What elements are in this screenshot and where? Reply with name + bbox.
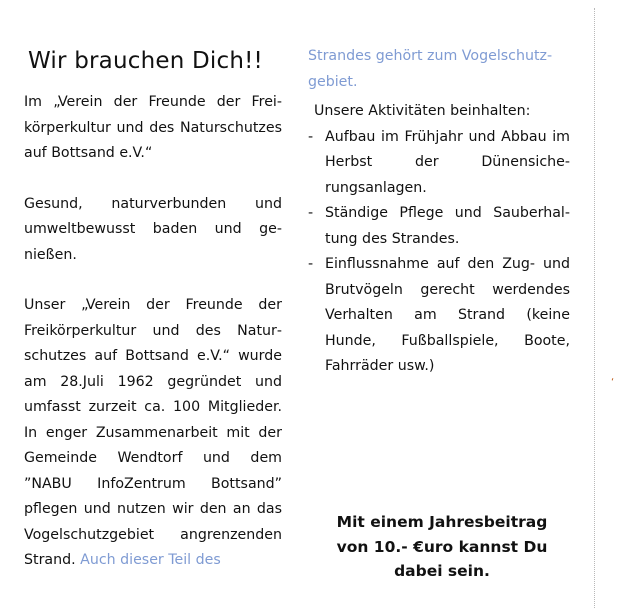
motto-paragraph: Gesund, naturverbunden und umweltbewusst baden und genießen. <box>24 195 282 263</box>
bullet-dash: - <box>308 128 314 145</box>
list-item <box>308 252 570 380</box>
history-paragraph <box>24 293 282 574</box>
callout-line: von 10.- €uro kannst Du <box>336 537 548 556</box>
callout-line: dabei sein. <box>394 562 490 580</box>
callout-line: Mit einem Jahresbeitrag <box>336 513 548 531</box>
list-item-text: Ständige Pflege und Sauberhaltung des Strandes. <box>325 205 570 247</box>
fold-line <box>594 8 595 608</box>
continued-text: Auch dieser Teil des <box>80 552 221 568</box>
bullet-dash: - <box>308 256 314 272</box>
bullet-dash: - <box>308 205 314 221</box>
edge-mark: ‘ <box>611 377 615 388</box>
history-text: Unser „Verein der Freunde der Freikörperkultur und des Naturschutzes auf Bottsand e.V.“ wurde am 28.Juli 1962 gegründet und umfasst zurzeit ca. 100 Mitglieder. In enger Zusammenarbeit mit der Gemeinde Wendtorf und dem ”NABU InfoZentrum Bottsand” pflegen und nutzen wir den an das Vogelschutzgebiet angrenzenden Strand. <box>24 297 282 568</box>
left-column <box>24 44 282 574</box>
right-column <box>308 44 570 380</box>
membership-callout <box>320 510 564 584</box>
activities-heading: Unsere Aktivitäten beinhalten: <box>314 103 531 119</box>
page-title: Wir brauchen Dich!! <box>28 48 263 74</box>
list-item-text: Aufbau im Frühjahr und Abbau im Herbst der Dünensicherungsanlagen. <box>325 128 570 196</box>
list-item <box>308 201 570 252</box>
continued-paragraph: Strandes gehört zum Vogelschutzgebiet. <box>308 48 553 90</box>
list-item <box>308 125 570 202</box>
intro-paragraph: Im „Verein der Freunde der Freikörperkultur und des Naturschutzes auf Bottsand e.V.“ <box>24 94 282 161</box>
activities-list <box>308 125 570 380</box>
list-item-text: Einflussnahme auf den Zug- und Brutvögeln gerecht werdendes Verhalten am Strand (keine Hunde, Fußballspiele, Boote, Fahrräder usw.) <box>325 256 570 374</box>
